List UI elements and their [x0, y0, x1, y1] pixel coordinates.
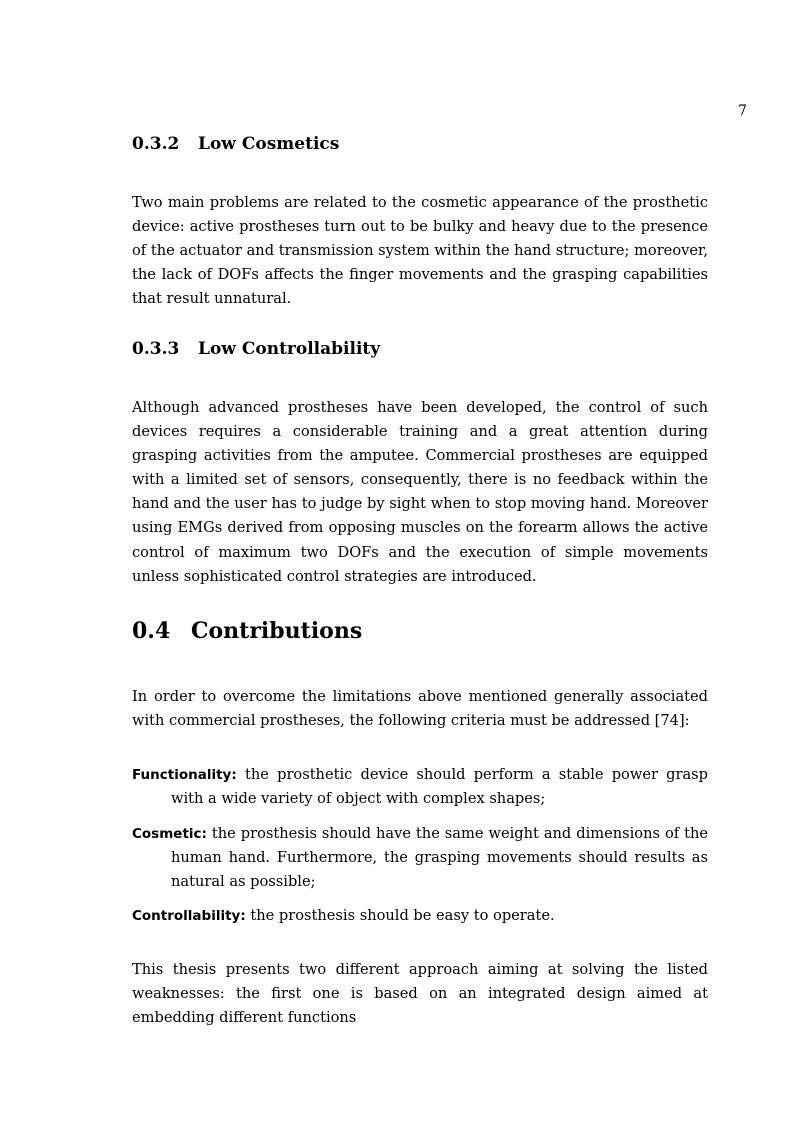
criterion-term: Functionality: — [132, 767, 237, 783]
subsection-number: 0.3.2 — [132, 134, 180, 154]
subsection-title: Low Controllability — [198, 339, 381, 359]
subsection-title: Low Cosmetics — [198, 134, 340, 154]
criterion-text: the prosthesis should be easy to operate. — [250, 907, 555, 924]
section-number: 0.4 — [132, 618, 171, 644]
criterion-term: Controllability: — [132, 908, 246, 924]
subsection-number: 0.3.3 — [132, 339, 180, 359]
criterion-item — [132, 763, 708, 811]
low-controllability-paragraph: Although advanced prostheses have been developed, the control of such devices requires a considerable training and a great attention during grasping activities from the amputee. Commercial prostheses are equipped with a limited set of sensors, consequently, there is no feedback within the hand and the user has to judge by sight when to stop moving hand. Moreover using EMGs derived from opposing muscles on the forearm allows the active control of maximum two DOFs and the execution of simple movements unless sophisticated control strategies are introduced. — [132, 399, 708, 585]
contributions-closing-paragraph: This thesis presents two different approach aiming at solving the listed weaknesses: the first one is based on an integrated design aimed at embedding different functions — [132, 961, 708, 1027]
criterion-term: Cosmetic: — [132, 826, 207, 842]
criterion-item — [132, 822, 708, 894]
page-number: 7 — [738, 103, 747, 119]
subsection-heading-low-controllability — [132, 338, 380, 360]
low-cosmetics-paragraph: Two main problems are related to the cosmetic appearance of the prosthetic device: active prostheses turn out to be bulky and heavy due to the presence of the actuator and transmission system within the hand structure; moreover, the lack of DOFs affects the finger movements and the grasping capabilities that result unnatural. — [132, 194, 708, 308]
criterion-text: the prosthetic device should perform a stable power grasp with a wide variety of object with complex shapes; — [171, 766, 709, 808]
criterion-text: the prosthesis should have the same weight and dimensions of the human hand. Furthermore, the grasping movements should results as natural as possible; — [171, 825, 709, 891]
criterion-item — [132, 904, 708, 928]
subsection-heading-low-cosmetics — [132, 133, 339, 155]
section-title: Contributions — [191, 618, 363, 644]
contributions-intro-paragraph: In order to overcome the limitations above mentioned generally associated with commercial prostheses, the following criteria must be addressed [74]: — [132, 688, 708, 730]
section-heading-contributions — [132, 617, 362, 645]
